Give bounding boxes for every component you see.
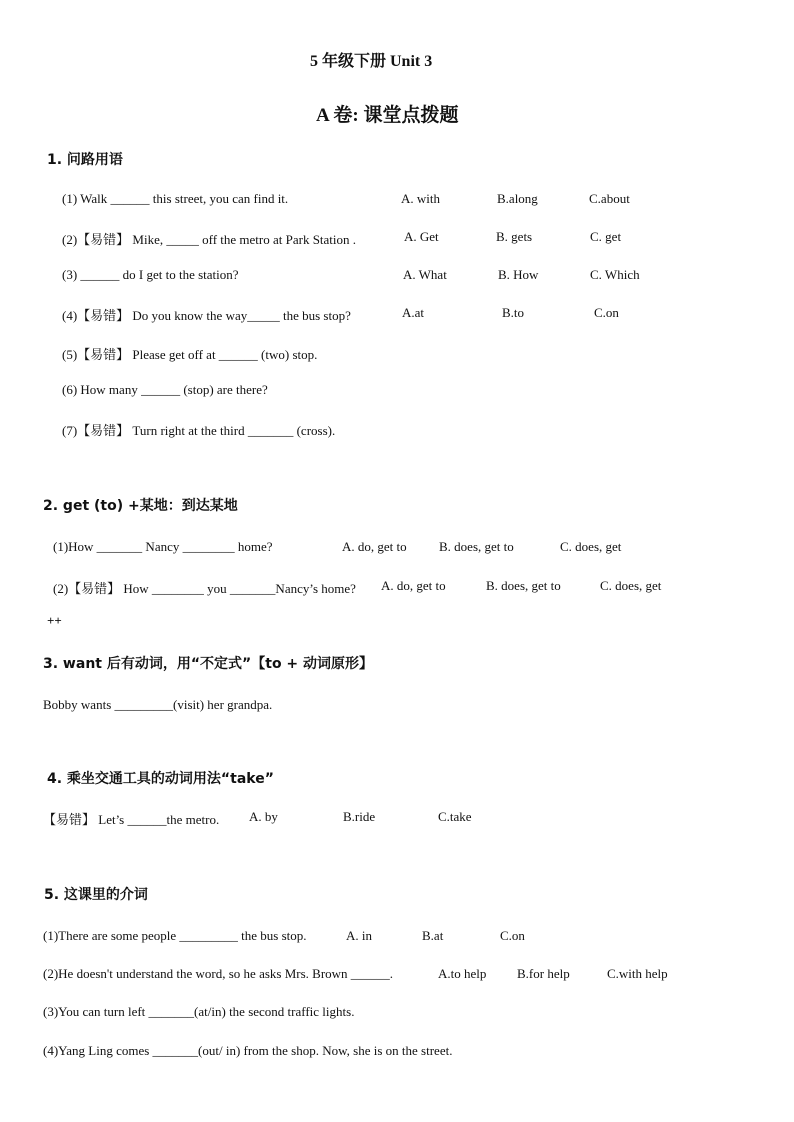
option-2-2-c: C. does, get — [600, 578, 662, 593]
option-2-1-b: B. does, get to — [439, 539, 514, 554]
question-1-6: (6) How many ______ (stop) are there? — [62, 382, 268, 397]
worksheet-title: 5 年级下册 Unit 3 — [310, 53, 433, 70]
option-5-2-a: A.to help — [438, 966, 487, 981]
worksheet-subtitle: A 卷: 课堂点拨题 — [316, 105, 459, 126]
section-5-heading: 5. 这课里的介词 — [44, 887, 148, 903]
question-5-4: (4)Yang Ling comes _______(out/ in) from the shop. Now, she is on the street. — [43, 1043, 453, 1058]
option-2-1-c: C. does, get — [560, 539, 622, 554]
question-1-1: (1) Walk ______ this street, you can find it. — [62, 191, 289, 206]
section-3-heading: 3. want 后有动词，用“不定式”【to + 动词原形】 — [43, 656, 374, 672]
option-1-3-c: C. Which — [590, 267, 640, 282]
stray-mark: ++ — [47, 613, 62, 628]
option-1-1-a: A. with — [401, 191, 440, 206]
question-3: Bobby wants _________(visit) her grandpa. — [43, 697, 273, 712]
question-1-5: (5)【易错】 Please get off at ______ (two) stop. — [62, 347, 318, 362]
section-1-heading: 1. 问路用语 — [47, 152, 123, 168]
question-5-3: (3)You can turn left _______(at/in) the second traffic lights. — [43, 1004, 355, 1019]
option-2-2-b: B. does, get to — [486, 578, 561, 593]
option-2-1-a: A. do, get to — [342, 539, 407, 554]
option-5-2-b: B.for help — [517, 966, 570, 981]
option-4-a: A. by — [249, 809, 278, 824]
option-4-b: B.ride — [343, 809, 376, 824]
section-2-heading: 2. get (to) +某地：到达某地 — [43, 498, 238, 514]
option-1-4-b: B.to — [502, 305, 525, 320]
option-4-c: C.take — [438, 809, 472, 824]
question-1-4: (4)【易错】 Do you know the way_____ the bus stop? — [62, 308, 351, 323]
question-2-2: (2)【易错】 How ________ you _______Nancy’s home? — [53, 581, 356, 596]
question-4: 【易错】 Let’s ______the metro. — [43, 812, 220, 827]
option-2-2-a: A. do, get to — [381, 578, 446, 593]
question-1-3: (3) ______ do I get to the station? — [62, 267, 239, 282]
question-1-7: (7)【易错】 Turn right at the third _______ (cross). — [62, 423, 336, 438]
option-1-4-c: C.on — [594, 305, 619, 320]
question-5-2: (2)He doesn't understand the word, so he asks Mrs. Brown ______. — [43, 966, 394, 981]
option-1-2-c: C. get — [590, 229, 622, 244]
option-1-4-a: A.at — [402, 305, 425, 320]
option-1-3-b: B. How — [498, 267, 539, 282]
option-5-2-c: C.with help — [607, 966, 668, 981]
section-4-heading: 4. 乘坐交通工具的动词用法“take” — [47, 771, 274, 787]
option-5-1-c: C.on — [500, 928, 525, 943]
option-1-3-a: A. What — [403, 267, 447, 282]
option-1-2-a: A. Get — [404, 229, 439, 244]
question-1-2: (2)【易错】 Mike, _____ off the metro at Park Station . — [62, 232, 357, 247]
option-1-2-b: B. gets — [496, 229, 533, 244]
question-2-1: (1)How _______ Nancy ________ home? — [53, 539, 273, 554]
option-1-1-c: C.about — [589, 191, 630, 206]
option-5-1-b: B.at — [422, 928, 444, 943]
question-5-1: (1)There are some people _________ the bus stop. — [43, 928, 307, 943]
option-1-1-b: B.along — [497, 191, 538, 206]
option-5-1-a: A. in — [346, 928, 372, 943]
